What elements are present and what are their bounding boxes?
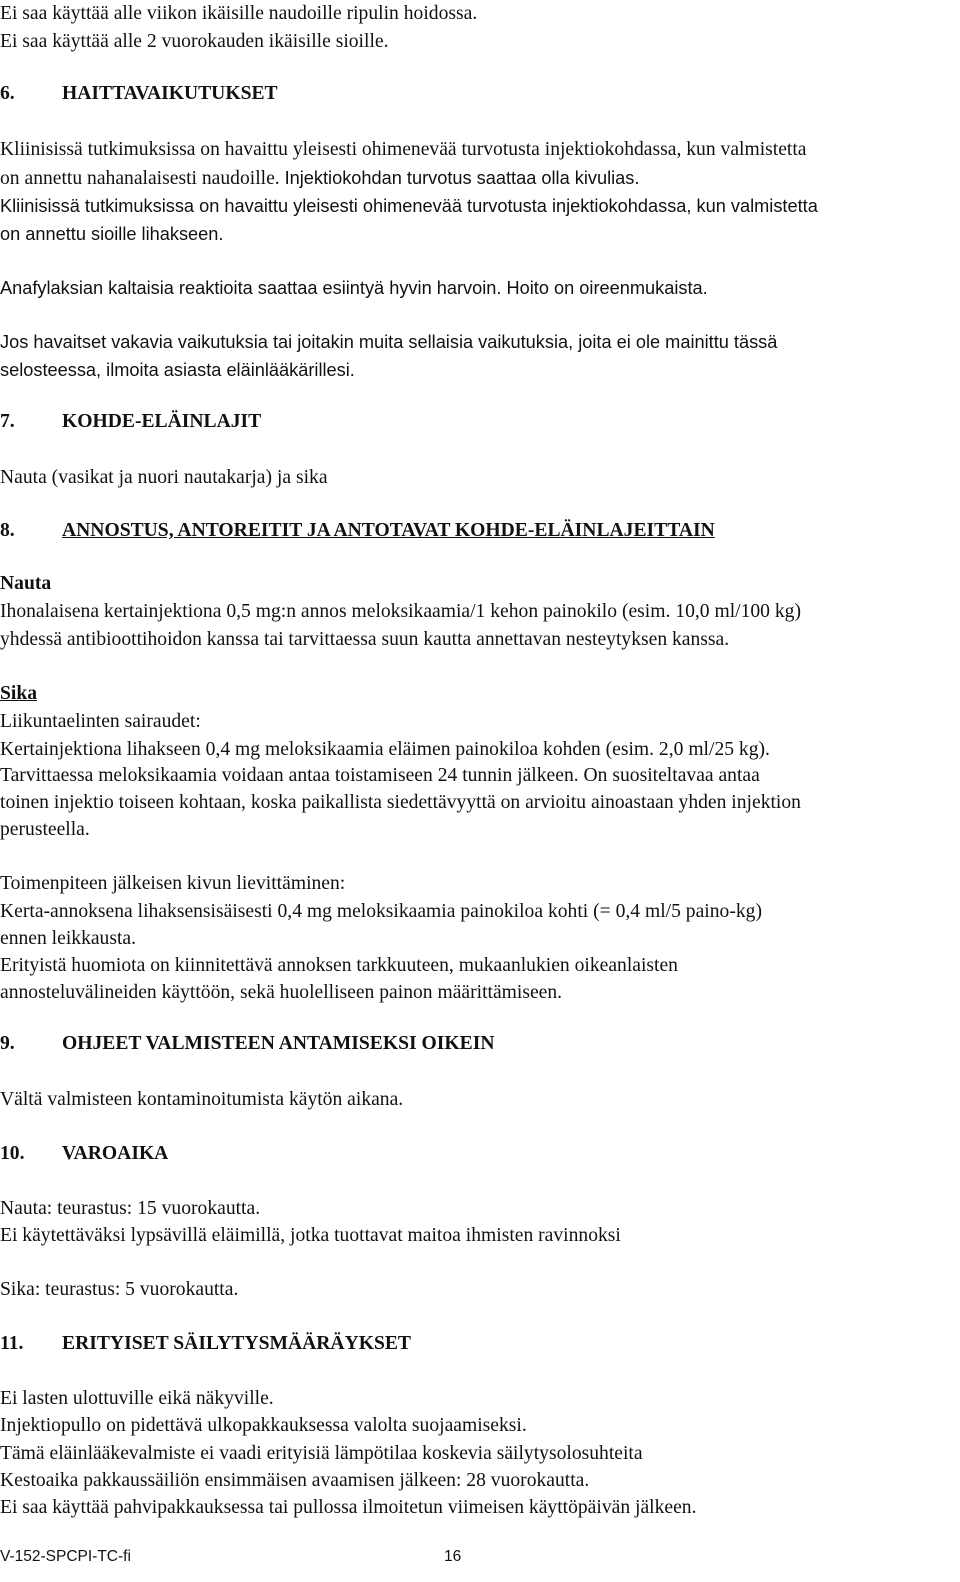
- s10-line-3: Sika: teurastus: 5 vuorokautta.: [0, 1279, 239, 1300]
- intro-line-2: Ei saa käyttää alle 2 vuorokauden ikäisille sioille.: [0, 31, 389, 52]
- s8-nauta-line-1: Ihonalaisena kertainjektiona 0,5 mg:n annos meloksikaamia/1 kehon painokilo (esim. 10,0 ml/100 kg): [0, 601, 801, 622]
- s6-paragraph-3: Anafylaksian kaltaisia reaktioita saattaa esiintyä hyvin harvoin. Hoito on oireenmukaista.: [0, 278, 708, 298]
- s11-line-2: Injektiopullo on pidettävä ulkopakkauksessa valolta suojaamiseksi.: [0, 1415, 527, 1436]
- section-7-heading: KOHDE-ELÄINLAJIT: [62, 411, 262, 432]
- s11-line-4: Kestoaika pakkaussäiliön ensimmäisen avaamisen jälkeen: 28 vuorokautta.: [0, 1470, 590, 1491]
- footer-document-code: V-152-SPCPI-TC-fi: [0, 1548, 131, 1565]
- s11-line-5: Ei saa käyttää pahvipakkauksessa tai pullossa ilmoitetun viimeisen käyttöpäivän jälkeen.: [0, 1497, 697, 1518]
- s6-paragraph-1-line-1: Kliinisissä tutkimuksissa on havaittu yleisesti ohimenevää turvotusta injektiokohdassa, kun valmistetta: [0, 139, 807, 160]
- s6-p1-line-2-sans-text: Injektiokohdan turvotus saattaa olla kivulias.: [284, 168, 640, 188]
- s11-line-1: Ei lasten ulottuville eikä näkyville.: [0, 1388, 274, 1409]
- section-10-heading: VAROAIKA: [62, 1143, 169, 1164]
- s6-p1-line-2-text: on annettu nahanalaisesti naudoille.: [0, 168, 280, 189]
- footer-page-number: 16: [444, 1548, 462, 1565]
- section-11-heading: ERITYISET SÄILYTYSMÄÄRÄYKSET: [62, 1333, 411, 1354]
- s9-paragraph: Vältä valmisteen kontaminoitumista käytön aikana.: [0, 1089, 404, 1110]
- section-6-heading: HAITTAVAIKUTUKSET: [62, 83, 278, 104]
- section-6-number: 6.: [0, 83, 15, 104]
- section-8-number: 8.: [0, 520, 15, 541]
- section-8-heading: ANNOSTUS, ANTOREITIT JA ANTOTAVAT KOHDE-ELÄINLAJEITTAIN: [62, 520, 715, 541]
- s6-paragraph-4-line-2: selosteessa, ilmoita asiasta eläinlääkärillesi.: [0, 360, 355, 380]
- s8-sika-heading: Sika: [0, 683, 38, 704]
- s8-nauta-heading: Nauta: [0, 573, 52, 594]
- s8-sika-line-3: Tarvittaessa meloksikaamia voidaan antaa toistamiseen 24 tunnin jälkeen. On suositeltavaa antaa: [0, 765, 760, 786]
- s6-paragraph-2-line-1: Kliinisissä tutkimuksissa on havaittu yleisesti ohimenevää turvotusta injektiokohdassa, kun valmistetta: [0, 196, 818, 216]
- s8-sika-line-5: perusteella.: [0, 819, 90, 840]
- s8-sika-line-6: Toimenpiteen jälkeisen kivun lievittäminen:: [0, 873, 346, 894]
- s11-line-3: Tämä eläinlääkevalmiste ei vaadi erityisiä lämpötilaa koskevia säilytysolosuhteita: [0, 1443, 643, 1464]
- s8-nauta-line-2: yhdessä antibioottihoidon kanssa tai tarvittaessa suun kautta annettavan nesteytyksen kanssa.: [0, 629, 730, 650]
- s8-sika-line-4: toinen injektio toiseen kohtaan, koska paikallista siedettävyyttä on arvioitu ainoastaan yhden injektion: [0, 792, 801, 813]
- section-9-heading: OHJEET VALMISTEEN ANTAMISEKSI OIKEIN: [62, 1033, 495, 1054]
- s8-sika-line-1: Liikuntaelinten sairaudet:: [0, 711, 201, 732]
- s8-sika-line-7: Kerta-annoksena lihaksensisäisesti 0,4 mg meloksikaamia painokiloa kohti (= 0,4 ml/5 paino-kg): [0, 901, 762, 922]
- intro-line-1: Ei saa käyttää alle viikon ikäisille naudoille ripulin hoidossa.: [0, 3, 478, 24]
- section-11-number: 11.: [0, 1333, 24, 1354]
- s8-sika-line-9: Erityistä huomiota on kiinnitettävä annoksen tarkkuuteen, mukaanlukien oikeanlaisten: [0, 955, 678, 976]
- s8-sika-line-2: Kertainjektiona lihakseen 0,4 mg meloksikaamia eläimen painokiloa kohden (esim. 2,0 ml/25 kg).: [0, 739, 770, 760]
- s6-paragraph-2-line-2: on annettu sioille lihakseen.: [0, 224, 224, 244]
- section-10-number: 10.: [0, 1143, 25, 1164]
- section-9-number: 9.: [0, 1033, 15, 1054]
- section-7-number: 7.: [0, 411, 15, 432]
- s10-line-2: Ei käytettäväksi lypsävillä eläimillä, jotka tuottavat maitoa ihmisten ravinnoksi: [0, 1225, 621, 1246]
- s10-line-1: Nauta: teurastus: 15 vuorokautta.: [0, 1198, 261, 1219]
- s6-paragraph-1-line-2: [0, 164, 639, 192]
- s8-sika-line-10: annosteluvälineiden käyttöön, sekä huolelliseen painon määrittämiseen.: [0, 982, 563, 1003]
- s6-paragraph-4-line-1: Jos havaitset vakavia vaikutuksia tai joitakin muita sellaisia vaikutuksia, joita ei ole mainittu tässä: [0, 332, 778, 352]
- s7-paragraph: Nauta (vasikat ja nuori nautakarja) ja sika: [0, 467, 328, 488]
- s8-sika-line-8: ennen leikkausta.: [0, 928, 137, 949]
